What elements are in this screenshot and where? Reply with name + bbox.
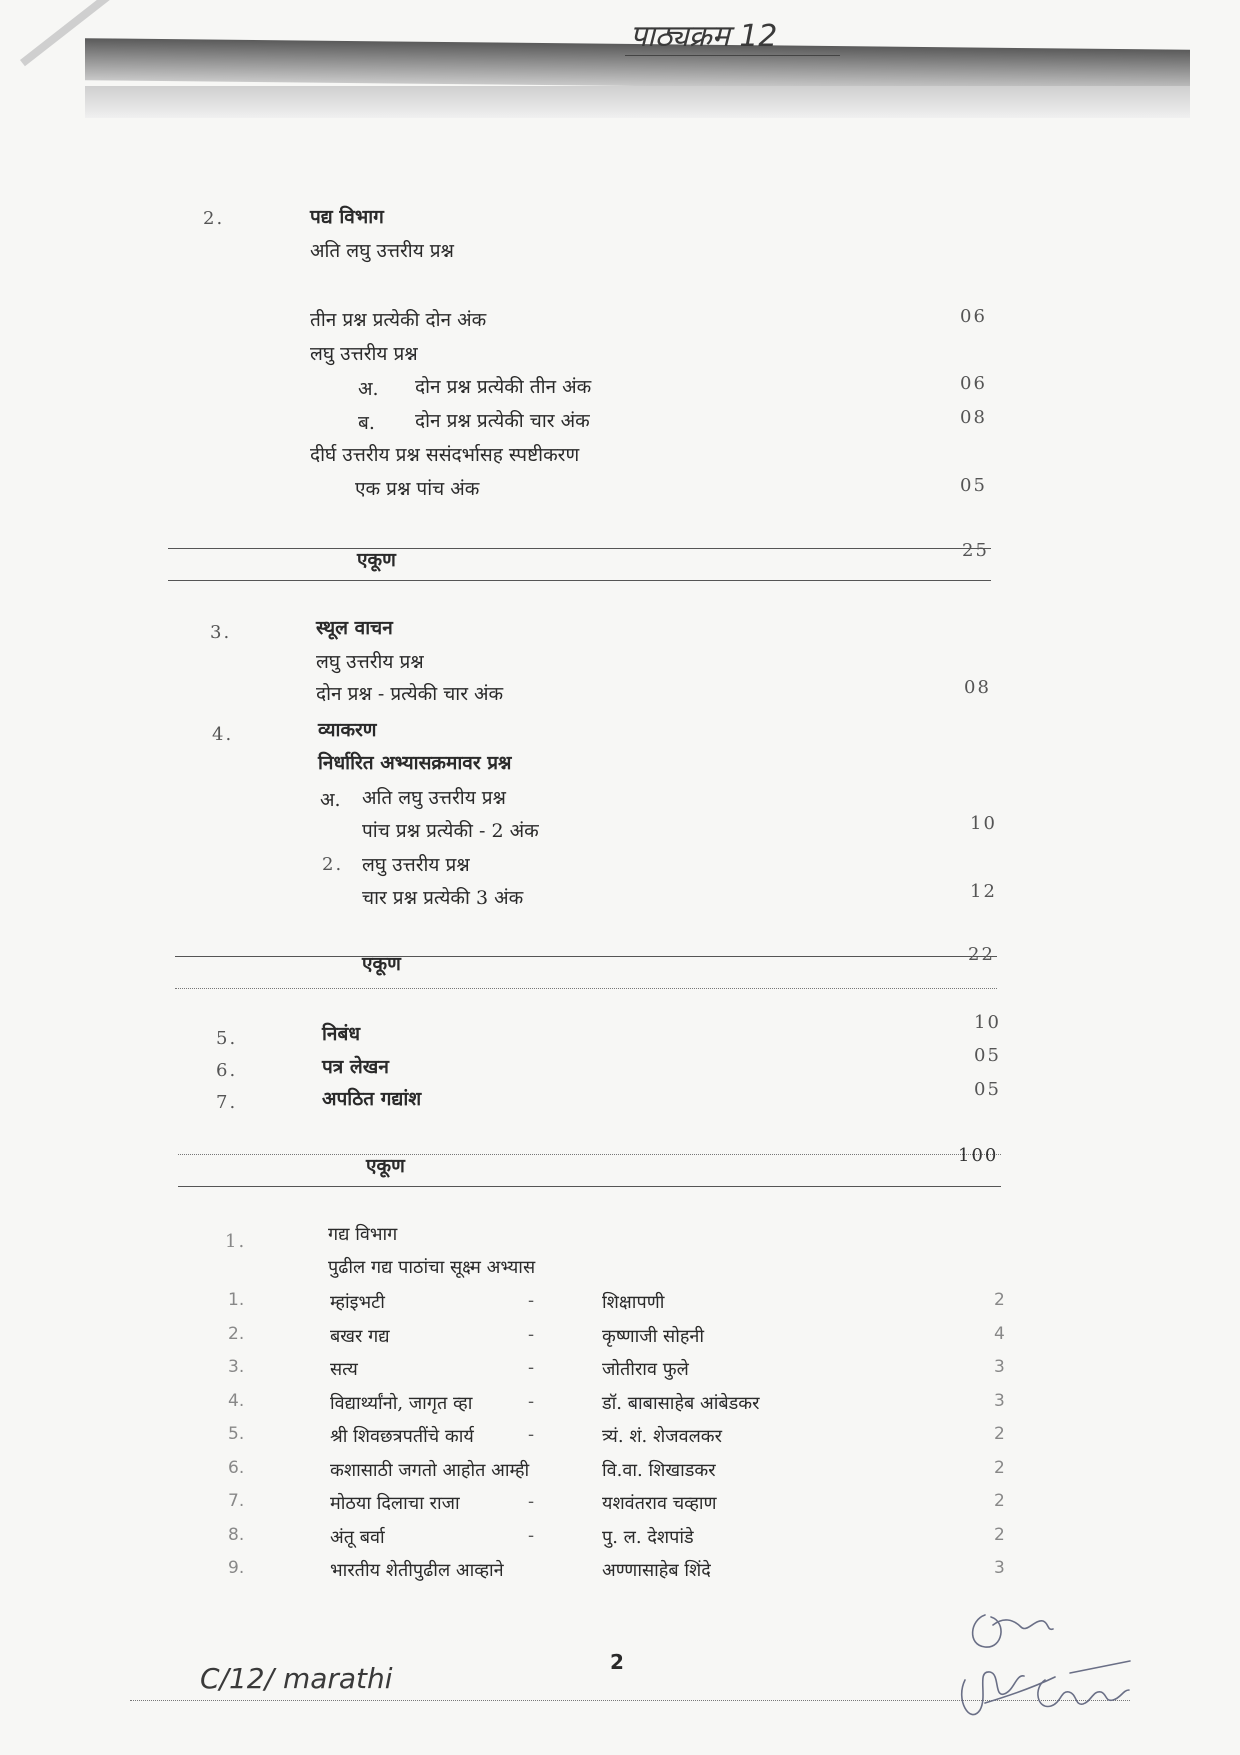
marks-value: 05 xyxy=(974,1079,1001,1100)
period-count: 2 xyxy=(994,1424,1005,1444)
period-count: 3 xyxy=(994,1558,1005,1578)
row-dash: - xyxy=(528,1524,535,1546)
section-number: 5. xyxy=(216,1028,238,1049)
marks-value: 06 xyxy=(960,373,987,394)
section-number: 2. xyxy=(203,208,225,229)
section-subtitle: निर्धारित अभ्यासक्रमावर प्रश्न xyxy=(318,752,512,774)
section-number: 7. xyxy=(216,1092,238,1113)
row-number: 1. xyxy=(228,1290,245,1310)
signature-scribble xyxy=(945,1585,1175,1735)
total-rule-top xyxy=(168,548,991,549)
total-rule-bottom xyxy=(175,988,997,989)
row-number: 4. xyxy=(228,1390,245,1411)
row-dash: - xyxy=(528,1424,535,1445)
period-count: 2 xyxy=(994,1290,1005,1310)
section-subtitle: अति लघु उत्तरीय प्रश्न xyxy=(310,240,454,262)
question-line: अति लघु उत्तरीय प्रश्न xyxy=(362,787,506,809)
total-rule-top xyxy=(178,1154,1001,1155)
marks-value: 08 xyxy=(964,677,991,698)
lesson-title: बखर गद्य xyxy=(330,1325,390,1347)
row-dash: - xyxy=(528,1357,535,1378)
row-dash: - xyxy=(528,1390,535,1412)
question-line: लघु उत्तरीय प्रश्न xyxy=(362,854,470,876)
row-number: 8. xyxy=(228,1524,245,1545)
section-title: स्थूल वाचन xyxy=(316,617,393,639)
question-line: लघु उत्तरीय प्रश्न xyxy=(310,343,418,365)
total-label: एकूण xyxy=(357,549,396,571)
section-subtitle: लघु उत्तरीय प्रश्न xyxy=(316,651,424,673)
lesson-title: म्हांइभटी xyxy=(330,1292,385,1313)
marks-value: 05 xyxy=(960,475,987,496)
question-line: दोन प्रश्न प्रत्येकी चार अंक xyxy=(415,410,590,432)
handwritten-code: C/12/ marathi xyxy=(200,1662,393,1695)
period-count: 3 xyxy=(994,1390,1005,1411)
author-name: वि.वा. शिखाडकर xyxy=(602,1459,716,1481)
row-dash: - xyxy=(528,1323,535,1345)
lesson-title: भारतीय शेतीपुढील आव्हाने xyxy=(330,1560,504,1581)
section-number: 6. xyxy=(216,1060,238,1081)
section-number: 1. xyxy=(225,1231,247,1252)
marks-value: 06 xyxy=(960,306,987,327)
author-name: यशवंतराव चव्हाण xyxy=(602,1493,717,1514)
question-line: चार प्रश्न प्रत्येकी 3 अंक xyxy=(362,887,524,909)
section-number: 4. xyxy=(212,724,234,745)
row-number: 2. xyxy=(228,1323,245,1344)
author-name: पु. ल. देशपांडे xyxy=(602,1526,694,1548)
item-prefix: ब. xyxy=(358,412,375,434)
section-number: 3. xyxy=(210,622,232,643)
question-line: दीर्घ उत्तरीय प्रश्न ससंदर्भासह स्पष्टीकरण xyxy=(310,444,580,466)
section-title: अपठित गद्यांश xyxy=(322,1088,422,1110)
marks-value: 10 xyxy=(974,1012,1001,1033)
author-name: शिक्षापणी xyxy=(602,1292,665,1313)
question-line: एक प्रश्न पांच अंक xyxy=(355,478,480,500)
row-number: 9. xyxy=(228,1558,245,1578)
item-prefix: अ. xyxy=(320,789,341,811)
grand-total-label: एकूण xyxy=(366,1155,405,1177)
period-count: 2 xyxy=(994,1457,1005,1478)
item-prefix: 2. xyxy=(322,854,344,875)
header-underline xyxy=(625,55,840,56)
period-count: 4 xyxy=(994,1323,1005,1344)
section-subtitle: पुढील गद्य पाठांचा सूक्ष्म अभ्यास xyxy=(328,1257,536,1278)
marks-value: 10 xyxy=(970,813,997,834)
total-label: एकूण xyxy=(362,953,401,975)
section-title: गद्य विभाग xyxy=(328,1224,398,1245)
handwritten-header: पाठ्यक्रम 12 xyxy=(630,19,778,54)
row-number: 5. xyxy=(228,1424,245,1444)
question-line: दोन प्रश्न - प्रत्येकी चार अंक xyxy=(316,683,504,705)
period-count: 2 xyxy=(994,1524,1005,1545)
marks-value: 05 xyxy=(974,1045,1001,1066)
section-title: पद्य विभाग xyxy=(310,206,384,228)
period-count: 2 xyxy=(994,1491,1005,1511)
lesson-title: विद्यार्थ्यांनो, जागृत व्हा xyxy=(330,1392,473,1414)
total-rule-top xyxy=(175,956,997,957)
row-dash: - xyxy=(528,1290,535,1311)
total-rule-bottom xyxy=(178,1186,1001,1187)
row-number: 7. xyxy=(228,1491,245,1511)
total-value: 22 xyxy=(968,944,995,965)
row-number: 6. xyxy=(228,1457,245,1478)
section-title: निबंध xyxy=(322,1023,361,1045)
total-value: 25 xyxy=(962,540,989,561)
author-name: अण्णासाहेब शिंदे xyxy=(602,1560,711,1581)
question-line: दोन प्रश्न प्रत्येकी तीन अंक xyxy=(415,376,592,398)
item-prefix: अ. xyxy=(358,378,379,400)
grand-total-value: 100 xyxy=(958,1145,999,1166)
total-rule-bottom xyxy=(168,580,991,581)
author-name: जोतीराव फुले xyxy=(602,1359,689,1380)
lesson-title: कशासाठी जगतो आहोत आम्ही xyxy=(330,1459,530,1481)
period-count: 3 xyxy=(994,1357,1005,1377)
section-title: पत्र लेखन xyxy=(322,1056,389,1078)
marks-value: 12 xyxy=(970,881,997,902)
lesson-title: अंतू बर्वा xyxy=(330,1526,385,1548)
question-line: पांच प्रश्न प्रत्येकी - 2 अंक xyxy=(362,820,539,842)
scan-light-band xyxy=(85,86,1190,118)
author-name: कृष्णाजी सोहनी xyxy=(602,1325,705,1347)
author-name: त्र्यं. शं. शेजवलकर xyxy=(602,1426,722,1447)
page-number: 2 xyxy=(610,1650,624,1674)
lesson-title: श्री शिवछत्रपतींचे कार्य xyxy=(330,1426,474,1447)
author-name: डॉ. बाबासाहेब आंबेडकर xyxy=(602,1392,760,1414)
lesson-title: सत्य xyxy=(330,1359,358,1380)
row-dash: - xyxy=(528,1491,535,1512)
marks-value: 08 xyxy=(960,407,987,428)
section-title: व्याकरण xyxy=(318,719,377,741)
lesson-title: मोठया दिलाचा राजा xyxy=(330,1493,460,1514)
row-number: 3. xyxy=(228,1357,245,1377)
question-line: तीन प्रश्न प्रत्येकी दोन अंक xyxy=(310,309,487,331)
